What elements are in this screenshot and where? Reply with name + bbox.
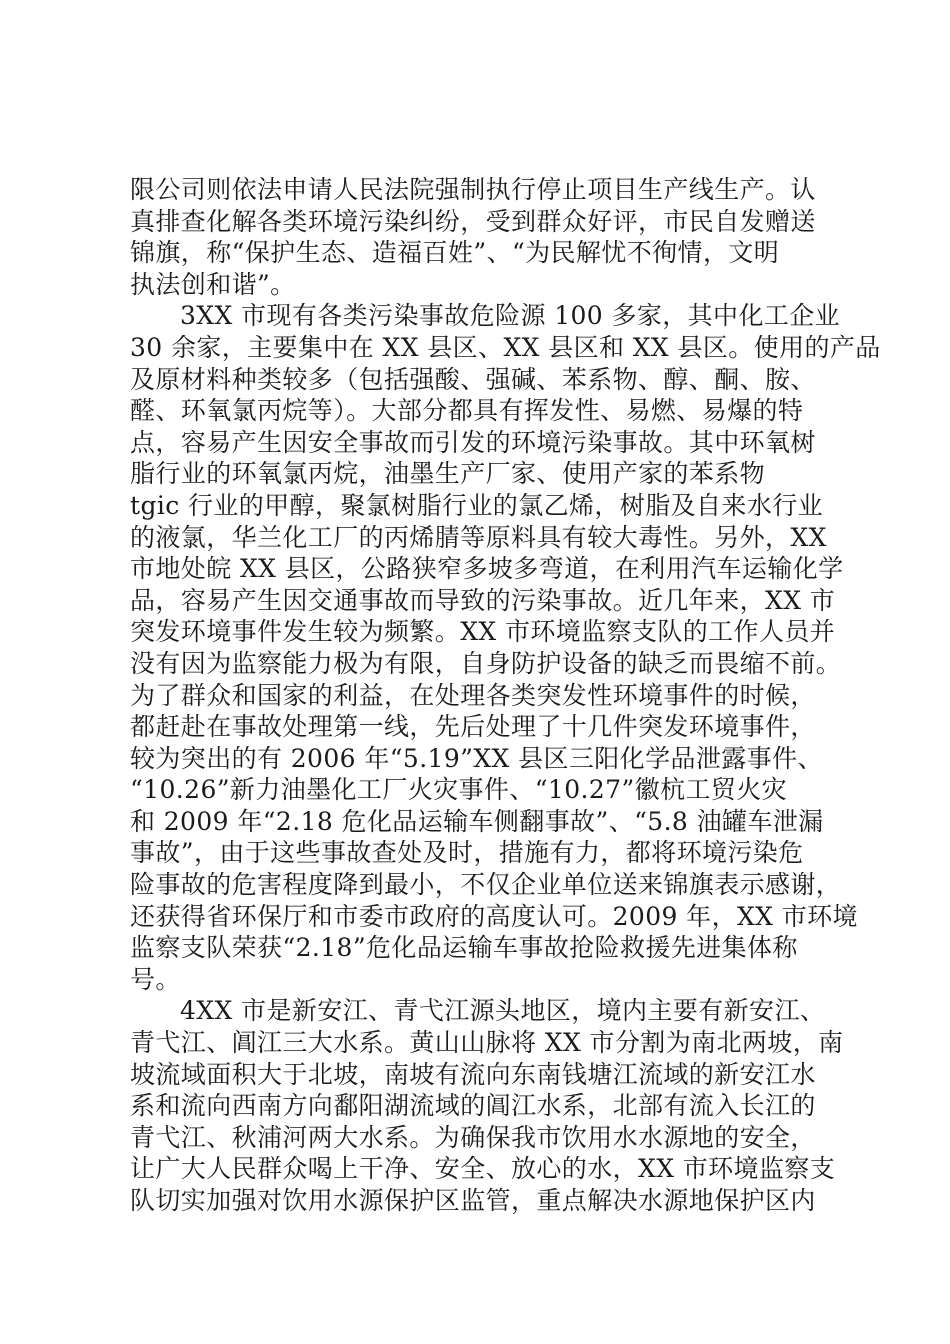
document-body (130, 174, 881, 1217)
paragraph-line: 突发环境事件发生较为频繁。XX 市环境监察支队的工作人员并 (130, 617, 836, 647)
paragraph-line: 还获得省环保厅和市委市政府的高度认可。2009 年，XX 市环境 (130, 901, 858, 931)
paragraph-line: 让广大人民群众喝上干净、安全、放心的水，XX 市环境监察支 (130, 1154, 836, 1184)
paragraph-p1 (130, 174, 832, 300)
paragraph-line: 坡流域面积大于北坡，南坡有流向东南钱塘江流域的新安江水 (130, 1059, 816, 1089)
paragraph-line: 及原材料种类较多（包括强酸、强碱、苯系物、醇、酮、胺、 (130, 364, 816, 394)
paragraph-line: 较为突出的有 2006 年“5.19”XX 县区三阳化学品泄露事件、 (130, 743, 823, 773)
paragraph-p2 (130, 300, 881, 995)
paragraph-line: 都赶赴在事故处理第一线，先后处理了十几件突发环境事件， (130, 712, 816, 742)
paragraph-line: 没有因为监察能力极为有限，自身防护设备的缺乏而畏缩不前。 (130, 648, 842, 678)
paragraph-line: 限公司则依法申请人民法院强制执行停止项目生产线生产。认 (130, 175, 816, 204)
paragraph-line: 险事故的危害程度降到最小，不仅企业单位送来锦旗表示感谢， (130, 870, 842, 900)
paragraph-line: 系和流向西南方向鄱阳湖流域的阊江水系，北部有流入长江的 (130, 1091, 816, 1121)
paragraph-line: 4XX 市是新安江、青弋江源头地区，境内主要有新安江、 (180, 996, 826, 1026)
paragraph-line: 青弋江、阊江三大水系。黄山山脉将 XX 市分割为南北两坡，南 (130, 1028, 844, 1058)
paragraph-line: 为了群众和国家的利益，在处理各类突发性环境事件的时候， (130, 680, 816, 710)
paragraph-line: 的液氯，华兰化工厂的丙烯腈等原料具有较大毒性。另外，XX (130, 522, 827, 552)
paragraph-line: 醛、环氧氯丙烷等）。大部分都具有挥发性、易燃、易爆的特 (130, 396, 804, 426)
paragraph-line: 真排查化解各类环境污染纠纷，受到群众好评，市民自发赠送 (130, 206, 816, 236)
paragraph-line: 事故”，由于这些事故查处及时，措施有力，都将环境污染危 (130, 838, 804, 868)
paragraph-line: 品，容易产生因交通事故而导致的污染事故。近几年来，XX 市 (130, 585, 836, 615)
paragraph-line: 市地处皖 XX 县区，公路狭窄多坡多弯道，在利用汽车运输化学 (130, 554, 844, 584)
paragraph-line: 监察支队荣获“2.18”危化品运输车事故抢险救援先进集体称 (130, 933, 798, 963)
paragraph-line: “10.26”新力油墨化工厂火灾事件、“10.27”徽杭工贸火灾 (130, 775, 788, 805)
paragraph-line: 和 2009 年“2.18 危化品运输车侧翻事故”、“5.8 油罐车泄漏 (130, 806, 824, 836)
paragraph-line: 点，容易产生因安全事故而引发的环境污染事故。其中环氧树 (130, 427, 816, 457)
paragraph-line: 青弋江、秋浦河两大水系。为确保我市饮用水水源地的安全， (130, 1122, 816, 1152)
paragraph-line: 脂行业的环氧氯丙烷，油墨生产厂家、使用产家的苯系物 (130, 459, 766, 489)
paragraph-p3 (130, 995, 844, 1216)
paragraph-line: 执法创和谐”。 (130, 269, 296, 299)
paragraph-line: 30 余家，主要集中在 XX 县区、XX 县区和 XX 县区。使用的产品 (130, 332, 881, 362)
paragraph-line: 号。 (130, 964, 181, 994)
paragraph-line: 锦旗，称“保护生态、造福百姓”、“为民解忧不徇情，文明 (130, 238, 780, 268)
paragraph-line: 队切实加强对饮用水源保护区监管，重点解决水源地保护区内 (130, 1186, 816, 1215)
paragraph-line: 3XX 市现有各类污染事故危险源 100 多家，其中化工企业 (180, 301, 841, 331)
paragraph-line: tgic 行业的甲醇，聚氯树脂行业的氯乙烯，树脂及自来水行业 (130, 490, 823, 520)
